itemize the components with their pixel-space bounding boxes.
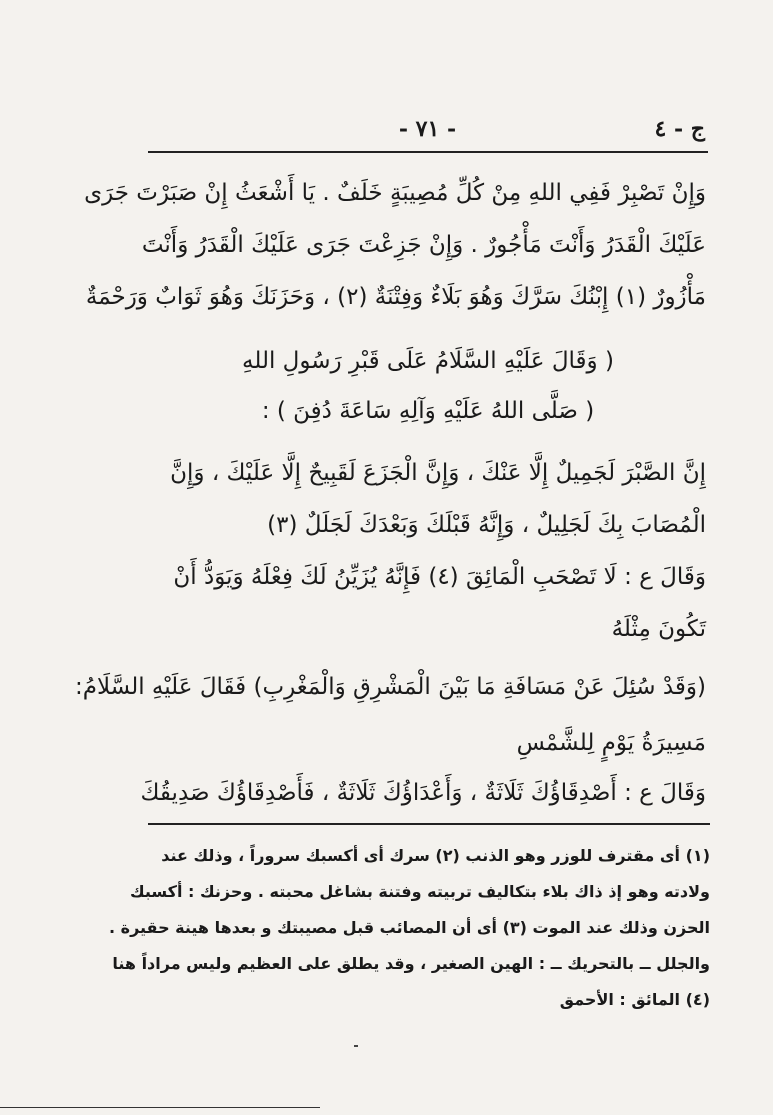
page-header (150, 116, 705, 150)
footnote-line: والجلل ــ بالتحريك ــ : الهين الصغير ، وقد يطلق على العظيم وليس مراداً هنا (112, 954, 710, 973)
footnote-line: ولادته وهو إذ ذاك بلاء بتكاليف تربيته وفتنة بشاغل محبته . وحزنك : أكسبك (129, 882, 710, 901)
page-number: - ٧١ - (398, 116, 457, 142)
text-line: إِنَّ الصَّبْرَ لَجَمِيلٌ إِلَّا عَنْكَ ، وَإِنَّ الْجَزَعَ لَقَبِيحٌ إِلَّا عَلَيْكَ ، وَإِنَّ (170, 460, 706, 486)
text-line: (وَقَدْ سُئِلَ عَنْ مَسَافَةِ مَا بَيْنَ الْمَشْرِقِ وَالْمَغْرِبِ) فَقَالَ عَلَيْهِ السَّلَامُ: (74, 674, 706, 700)
footnote-line: (١) أى مقترف للوزر وهو الذنب (٢) سرك أى أكسبك سروراً ، وذلك عند (161, 846, 710, 865)
footnote-line: الحزن وذلك عند الموت (٣) أى أن المصائب قبل مصيبتك و بعدها هينة حقيرة . (108, 918, 710, 937)
text-line: مَأْزُورٌ (١) إِبْنُكَ سَرَّكَ وَهُوَ بَلَاءٌ وَفِتْنَةٌ (٢) ، وَحَزَنَكَ وَهُوَ ثَوَابٌ وَرَحْمَةٌ (85, 284, 706, 310)
page-edge-line (0, 1107, 320, 1108)
footnote-line: (٤) المائق : الأحمق (559, 990, 710, 1009)
section-heading: ( صَلَّى اللهُ عَلَيْهِ وَآلِهِ سَاعَةَ دُفِنَ ) : (261, 398, 595, 424)
volume-label: ج - ٤ (654, 116, 705, 142)
header-rule (148, 151, 708, 153)
text-line: الْمُصَابَ بِكَ لَجَلِيلٌ ، وَإِنَّهُ قَبْلَكَ وَبَعْدَكَ لَجَلَلٌ (٣) (267, 512, 706, 538)
text-line: عَلَيْكَ الْقَدَرُ وَأَنْتَ مَأْجُورٌ . وَإِنْ جَزِعْتَ جَرَى عَلَيْكَ الْقَدَرُ وَأَنْتَ (141, 232, 706, 258)
footnote-rule (148, 823, 710, 825)
scan-speck (354, 1045, 358, 1047)
text-line: وَقَالَ ع : لَا تَصْحَبِ الْمَائِقَ (٤) فَإِنَّهُ يُزَيِّنُ لَكَ فِعْلَهُ وَيَوَدُّ أَنْ (173, 564, 706, 590)
text-line: تَكُونَ مِثْلَهُ (611, 616, 706, 642)
text-line: مَسِيرَةُ يَوْمٍ لِلشَّمْسِ (516, 730, 706, 756)
section-heading: ( وَقَالَ عَلَيْهِ السَّلَامُ عَلَى قَبْرِ رَسُولِ اللهِ (242, 348, 614, 374)
text-line: وَقَالَ ع : أَصْدِقَاؤُكَ ثَلَاثَةٌ ، وَأَعْدَاؤُكَ ثَلَاثَةٌ ، فَأَصْدِقَاؤُكَ صَدِيقُكَ (140, 780, 706, 806)
text-line: وَإِنْ تَصْبِرْ فَفِي اللهِ مِنْ كُلِّ مُصِيبَةٍ خَلَفٌ . يَا أَشْعَثُ إِنْ صَبَرْتَ جَرَى (84, 180, 706, 206)
